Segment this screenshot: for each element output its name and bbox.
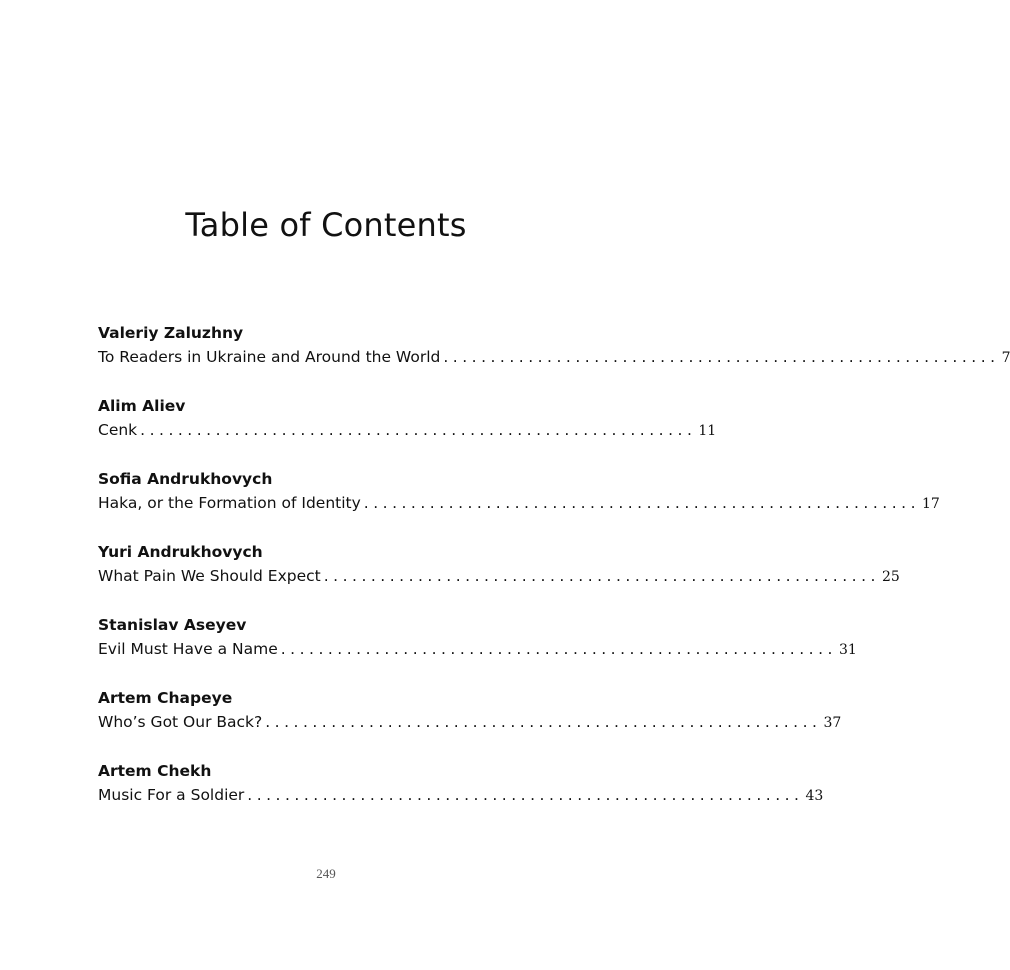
toc-author: Valeriy Zaluzhny: [98, 324, 244, 342]
toc-line: [98, 417, 717, 443]
toc-author: Artem Chapeye: [98, 689, 233, 707]
toc-line: [98, 782, 824, 808]
dot-leader: ...........................................................: [140, 421, 697, 439]
toc-page-number: 31: [838, 642, 857, 658]
toc-line: [98, 636, 857, 662]
toc-page-number: 37: [823, 715, 842, 731]
toc-page-number: 17: [922, 496, 940, 512]
dot-leader: ...........................................................: [323, 567, 880, 585]
toc-line: [98, 490, 940, 516]
dot-leader: ...........................................................: [280, 640, 837, 658]
toc-author: Stanislav Aseyev: [98, 616, 247, 634]
dot-leader: ...........................................................: [363, 494, 920, 512]
toc-piece-title: Cenk: [98, 421, 138, 439]
dot-leader: ...........................................................: [247, 786, 804, 804]
toc-author: Alim Aliev: [98, 397, 186, 415]
toc-entry: [98, 687, 842, 760]
toc-entry: [98, 322, 1010, 395]
toc-entry: [98, 541, 900, 614]
dot-leader: ...........................................................: [443, 348, 1000, 366]
toc-line: [98, 344, 1010, 370]
toc-entry: [98, 760, 824, 833]
toc-page-number: 11: [698, 423, 717, 439]
dot-leader: ...........................................................: [265, 713, 822, 731]
toc-piece-title: What Pain We Should Expect: [98, 567, 321, 585]
toc-entry: [98, 395, 717, 468]
toc-piece-title: Music For a Soldier: [98, 786, 245, 804]
toc-piece-title: To Readers in Ukraine and Around the World: [98, 348, 441, 366]
toc-page-number: 7: [1001, 350, 1010, 366]
toc-page-number: 43: [805, 788, 824, 804]
toc-author: Sofia Andrukhovych: [98, 470, 273, 488]
toc-piece-title: Who’s Got Our Back?: [98, 713, 263, 731]
page-title: Table of Contents: [185, 206, 467, 244]
toc-entry: [98, 614, 857, 687]
toc-page-number: 25: [881, 569, 900, 585]
toc-piece-title: Haka, or the Formation of Identity: [98, 494, 361, 512]
table-of-contents: [98, 322, 1010, 833]
toc-entry: [98, 468, 940, 541]
page-number: 249: [316, 866, 336, 881]
toc-piece-title: Evil Must Have a Name: [98, 640, 278, 658]
toc-line: [98, 709, 842, 735]
toc-author: Artem Chekh: [98, 762, 212, 780]
toc-author: Yuri Andrukhovych: [98, 543, 263, 561]
toc-line: [98, 563, 900, 589]
